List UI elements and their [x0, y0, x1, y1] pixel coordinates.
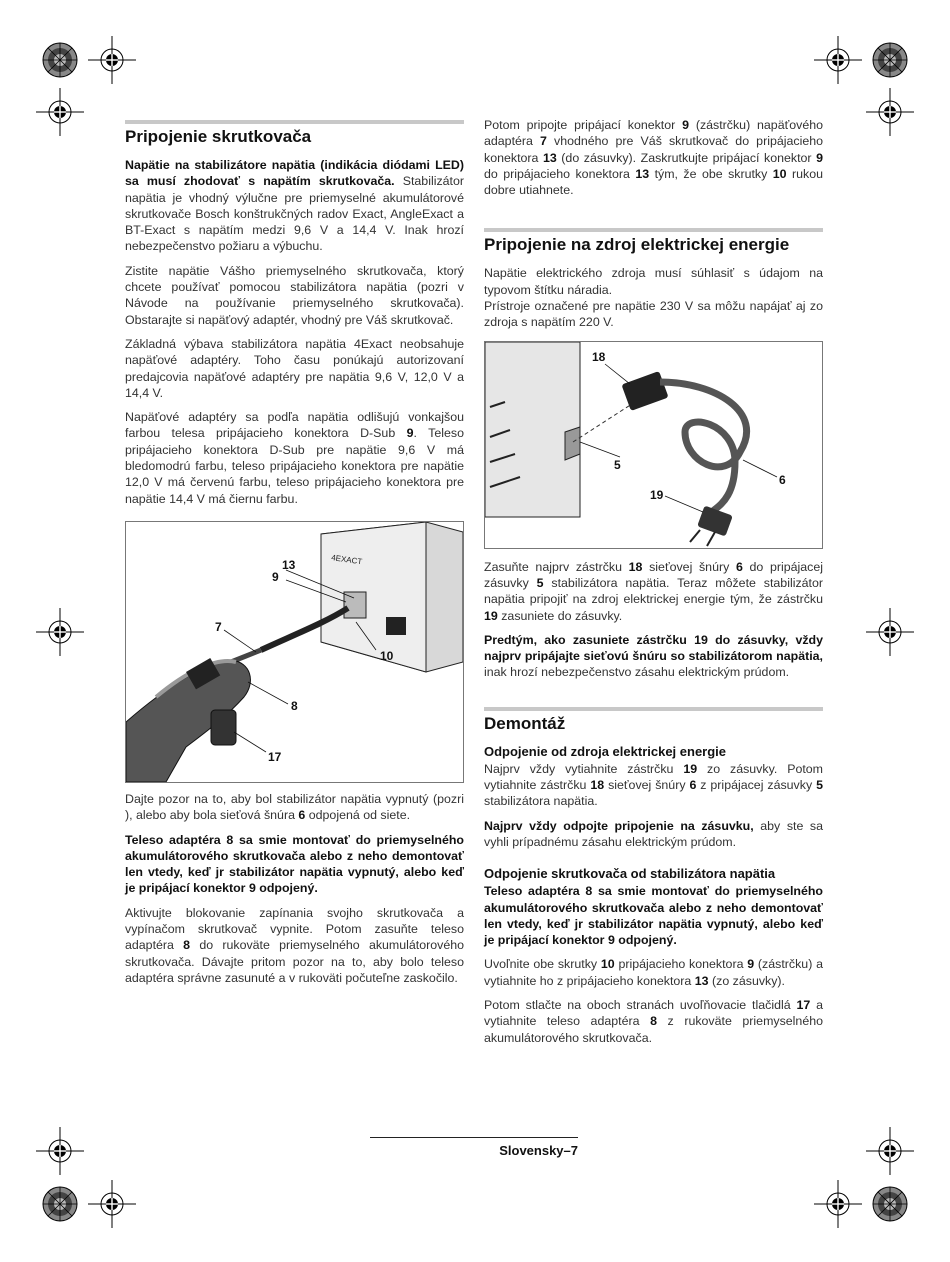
figure-screwdriver-connection [125, 521, 464, 783]
paragraph: Uvoľnite obe skrutky 10 pripájacieho konektora 9 (zástrčku) a vytiahnite ho z pripájacieho konektora 13 (zo zásuvky). [484, 957, 823, 988]
callout-19: 19 [650, 487, 664, 502]
section-heading-disassembly: Demontáž [484, 713, 566, 733]
section-heading-power-supply: Pripojenie na zdroj elektrickej energie [484, 235, 790, 255]
heading-rule [125, 120, 464, 124]
paragraph: Zistite napätie Vášho priemyselného skrutkovača, ktorý chcete používať pomocou stabilizátora napätia (pozri v Návode na používanie priemyselného skrutkovača). Obstarajte si napäťový adaptér, vhodný pre Váš skrutkovač. [125, 263, 464, 327]
paragraph: Aktivujte blokovanie zapínania svojho skrutkovača a vypínačom skrutkovač vypnite. Potom zasuňte teleso adaptéra 8 do rukoväte priemyselného akumulátorového skrutkovača. Dávajte pritom pozor na to, aby bolo teleso adaptéra správne zasunuté a v rukoväti počuteľne zaskočilo. [125, 905, 465, 985]
paragraph: Zasuňte najprv zástrčku 18 sieťovej šnúry 6 do pripájacej zásuvky 5 stabilizátora napätia. Teraz môžete stabilizátor napätia pripojiť na zdroj elektrickej energie tým, že zástrčku 19 zasuniete do zásuvky. [484, 559, 824, 623]
paragraph: Najprv vždy odpojte pripojenie na zásuvku, aby ste sa vyhli prípadnému zásahu elektrickým prúdom. [484, 818, 823, 849]
callout-8: 8 [291, 698, 298, 713]
left-column [125, 120, 464, 994]
figure-power-cord [484, 341, 823, 549]
warning-text: Napätie na stabilizátore napätia (indikácia diódami LED) sa musí zhodovať s napätím skrutkovača. [125, 158, 464, 189]
paragraph: Potom pripojte pripájací konektor 9 (zástrčku) napäťového adaptéra 7 vhodného pre Váš skrutkovač do pripájacieho konektora 13 (do zásuvky). Zaskrutkujte pripájací konektor 9 do pripájacieho konektora 13 tým, že obe skrutky 10 rukou dobre utiahnete. [484, 118, 824, 198]
right-column [484, 117, 823, 1054]
callout-10: 10 [380, 648, 394, 663]
paragraph: Napätie na stabilizátore napätia (indikácia diódami LED) sa musí zhodovať s napätím skrutkovača. Stabilizátor napätia je vhodný výlučne pre priemyselné akumulátorové skrutkovače Bosch konštrukčných radov Exact, AngleExact a BT-Exact s napätím medzi 9,6 V a 14,4 V. Inak hrozí nebezpečenstvo požiaru a výbuchu. [125, 158, 464, 254]
callout-18: 18 [592, 349, 606, 364]
power-cord-illustration [485, 342, 822, 548]
callout-13: 13 [282, 557, 296, 572]
warning-text: Najprv vždy odpojte pripojenie na zásuvku, [484, 818, 754, 833]
paragraph: Napätie elektrického zdroja musí súhlasiť s údajom na typovom štítku náradia. [484, 266, 823, 297]
paragraph: Najprv vždy vytiahnite zástrčku 19 zo zásuvky. Potom vytiahnite zástrčku 18 sieťovej šnúry 6 z pripájacej zásuvky 5 stabilizátora napätia. [484, 761, 823, 809]
callout-5: 5 [614, 457, 621, 472]
callout-9: 9 [272, 569, 279, 584]
paragraph: Predtým, ako zasuniete zástrčku 19 do zásuvky, vždy najprv pripájajte sieťovú šnúru so stabilizátorom napätia, inak hrozí nebezpečenstvo zásahu elektrickým prúdom. [484, 632, 823, 680]
paragraph: Prístroje označené pre napätie 230 V sa môžu napájať aj zo zdroja s napätím 220 V. [484, 299, 823, 330]
svg-text:4EXACT: 4EXACT [330, 553, 363, 567]
paragraph: Napäťové adaptéry sa podľa napätia odlišujú vonkajšou farbou telesa pripájacieho konektora D-Sub 9. Teleso pripájacieho konektora D-Sub pre napätie 9,6 V má bledomodrú farbu, teleso pripájacieho konektora pre napätie 12,0 V má červenú farbu, teleso pripájacieho konektora pre napätie 14,4 V má čiernu farbu. [125, 410, 464, 506]
paragraph: Potom stlačte na oboch stranách uvoľňovacie tlačidlá 17 a vytiahnite teleso adaptéra 8 z rukoväte priemyselného akumulátorového skrutkovača. [484, 998, 823, 1045]
callout-6: 6 [779, 472, 786, 487]
warning-text: Teleso adaptéra 8 sa smie montovať do priemyselného akumulátorového skrutkovača alebo z neho demontovať len vtedy, keď jr stabilizátor napätia vypnutý, alebo keď je pripájací konektor 9 odpojený. [484, 884, 823, 948]
subheading-disconnect-screwdriver: Odpojenie skrutkovača od stabilizátora napätia [484, 866, 776, 882]
heading-rule [484, 228, 823, 232]
callout-7: 7 [215, 619, 222, 634]
paragraph: Základná výbava stabilizátora napätia 4Exact neobsahuje napäťové adaptéry. Toho času ponúkajú autorizovaní predajcovia napäťové adaptéry pre napätia 9,6 V, 12,0 V a 14,4 V. [125, 336, 464, 400]
warning-text: Teleso adaptéra 8 sa smie montovať do priemyselného akumulátorového skrutkovača alebo z neho demontovať len vtedy, keď jr stabilizátor napätia vypnutý, alebo keď je pripájací konektor 9 odpojený. [125, 832, 464, 896]
page-footer: Slovensky–7 [370, 1137, 578, 1158]
subheading-disconnect-power: Odpojenie od zdroja elektrickej energie [484, 743, 727, 759]
heading-rule [484, 707, 823, 711]
warning-text: Predtým, ako zasuniete zástrčku 19 do zásuvky, vždy najprv pripájajte sieťovú šnúru so stabilizátorom napätia, [484, 632, 823, 664]
section-heading-connect-screwdriver: Pripojenie skrutkovača [125, 127, 312, 146]
callout-17: 17 [268, 749, 282, 764]
paragraph: Dajte pozor na to, aby bol stabilizátor napätia vypnutý (pozri ), alebo aby bola sieťová šnúra 6 odpojená od siete. [125, 791, 464, 823]
